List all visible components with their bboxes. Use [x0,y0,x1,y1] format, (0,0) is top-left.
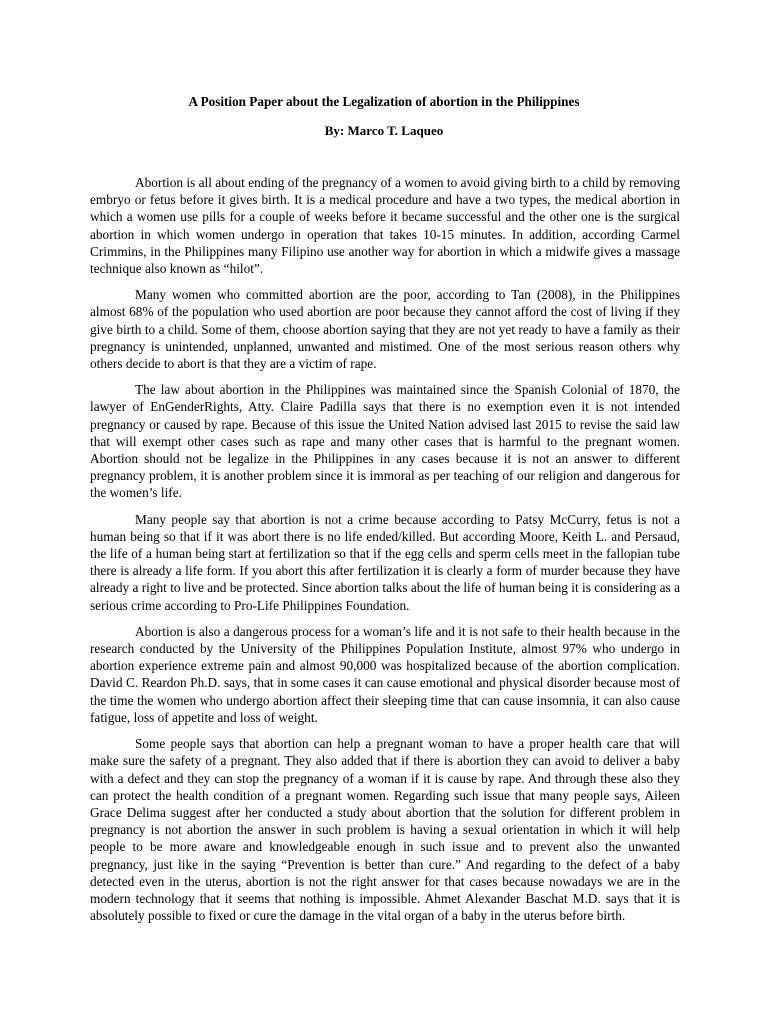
paragraph-6: Some people says that abortion can help a pregnant woman to have a proper health care that will make sure the safety of a pregnant. They also added that if there is abortion they can avoid to deliver a baby with a defect and they can stop the pregnancy of a woman if it is cause by rape. And through these also they can protect the health condition of a pregnant women. Regarding such issue that many people says, Aileen Grace Delima suggest after her conducted a study about abortion that the solution for different problem in pregnancy is not abortion the answer in such problem is having a sexual orientation in which it will help people to be more aware and knowledgeable enough in such issue and to prevent also the unwanted pregnancy, just like in the saying “Prevention is better than cure.” And regarding to the defect of a baby detected even in the uterus, abortion is not the right answer for that cases because nowadays we are in the modern technology that it seems that nothing is impossible. Ahmet Alexander Baschat M.D. says that it is absolutely possible to fixed or cure the damage in the vital organ of a baby in the uterus before birth. [90,736,680,924]
document-body [90,174,680,933]
paragraph-5: Abortion is also a dangerous process for a woman’s life and it is not safe to their health because in the research conducted by the University of the Philippines Population Institute, almost 97% who undergo in abortion experience extreme pain and almost 90,000 was hospitalized because of the abortion complication. David C. Reardon Ph.D. says, that in some cases it can cause emotional and physical disorder because most of the time the women who undergo abortion affect their sleeping time that can cause insomnia, it can also cause fatigue, loss of appetite and loss of weight. [90,623,680,725]
paragraph-4: Many people say that abortion is not a crime because according to Patsy McCurry, fetus is not a human being so that if it was abort there is no life ended/killed. But according Moore, Keith L. and Persaud, the life of a human being start at fertilization so that if the egg cells and sperm cells meet in the fallopian tube there is already a life form. If you abort this after fertilization it is clearly a form of murder because they have already a right to live and be protected. Since abortion talks about the life of human being it is considering as a serious crime according to Pro-Life Philippines Foundation. [90,511,680,613]
paragraph-3: The law about abortion in the Philippines was maintained since the Spanish Colonial of 1870, the lawyer of EnGenderRights, Atty. Claire Padilla says that there is no exemption even it is not intended pregnancy or caused by rape. Because of this issue the United Nation advised last 2015 to revise the said law that will exempt other cases such as rape and many other cases that is harmful to the pregnant women. Abortion should not be legalize in the Philippines in any cases because it is not an answer to different pregnancy problem, it is another problem since it is immoral as per teaching of our religion and dangerous for the women’s life. [90,382,680,501]
document-title: A Position Paper about the Legalization of abortion in the Philippines [188,94,580,109]
paragraph-1: Abortion is all about ending of the pregnancy of a women to avoid giving birth to a child by removing embryo or fetus before it gives birth. It is a medical procedure and have a two types, the medical abortion in which a women use pills for a couple of weeks before it became successful and the other one is the surgical abortion in which women undergo in operation that takes 10-15 minutes. In addition, according Carmel Crimmins, in the Philippines many Filipino use another way for abortion in which a midwife gives a massage technique also known as “hilot”. [90,175,680,277]
author-byline: By: Marco T. Laqueo [324,123,444,138]
paragraph-2: Many women who committed abortion are the poor, according to Tan (2008), in the Philippines almost 68% of the population who used abortion are poor because they cannot afford the cost of living if they give birth to a child. Some of them, choose abortion saying that they are not yet ready to have a family as their pregnancy is unintended, unplanned, unwanted and mistimed. One of the most serious reason others why others decide to abort is that they are a victim of rape. [90,287,680,372]
